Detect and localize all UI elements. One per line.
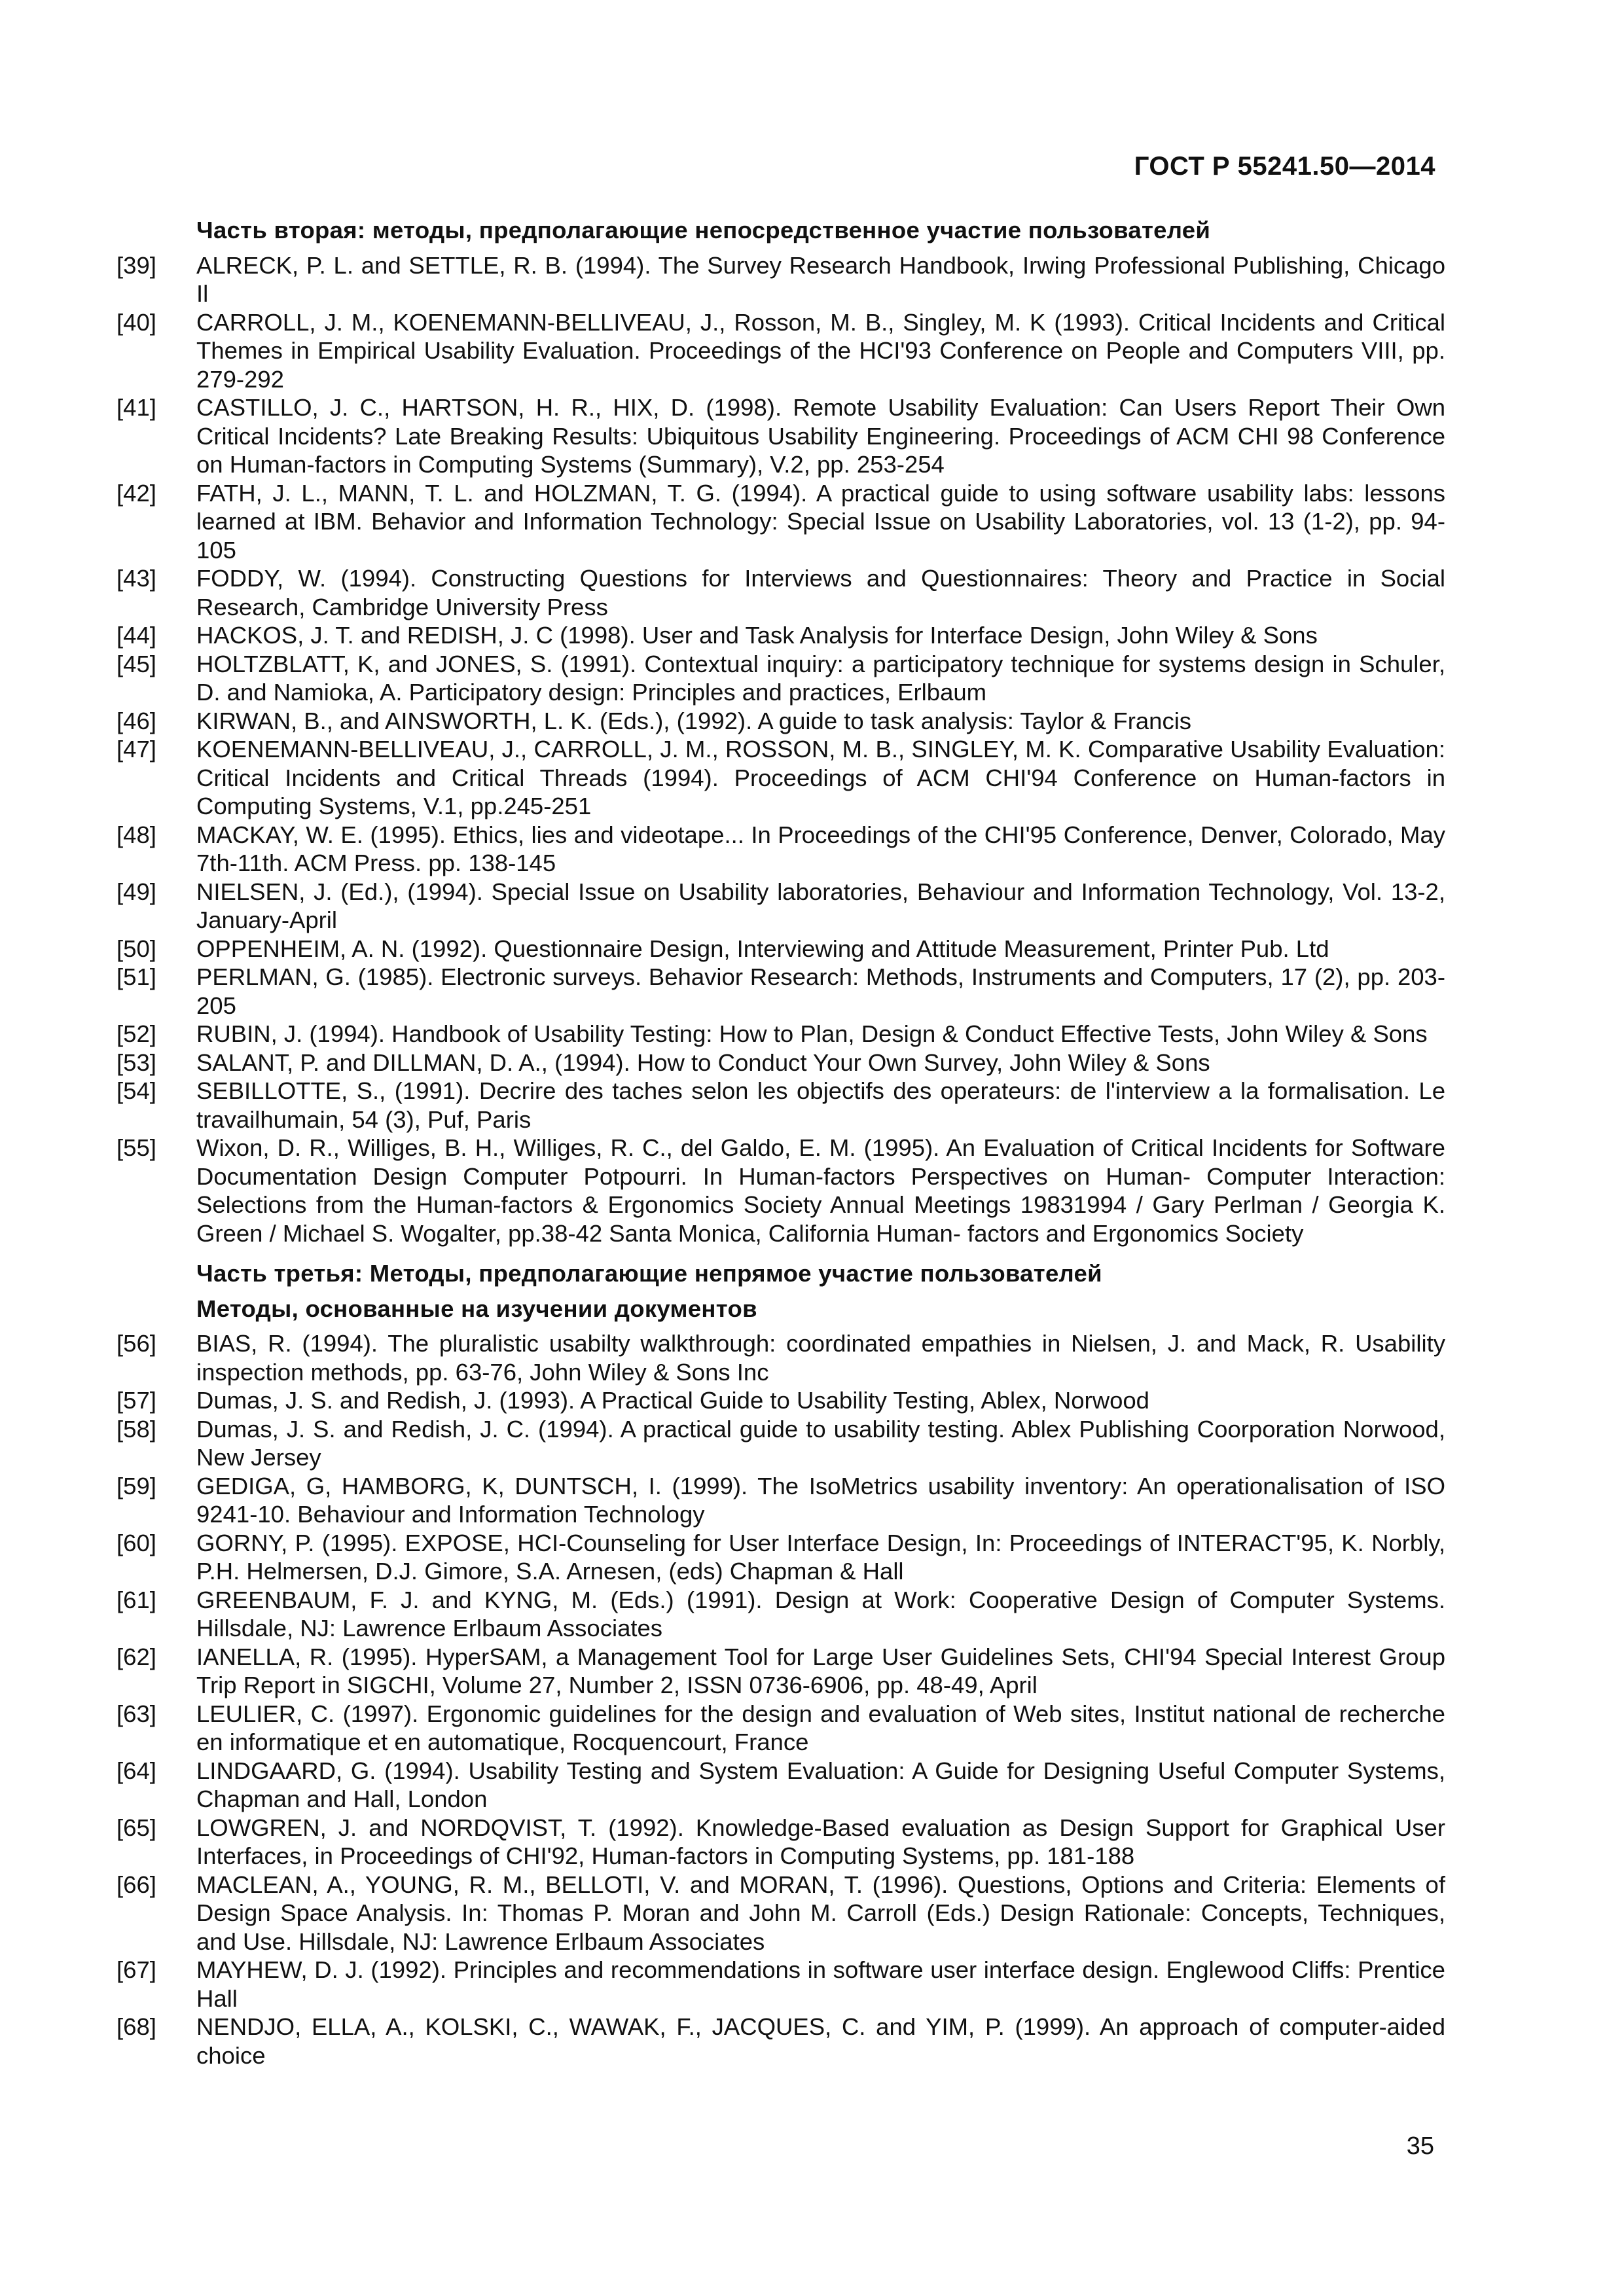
reference-item (117, 1871, 1445, 1956)
reference-number: [57] (117, 1387, 156, 1414)
reference-number: [51] (117, 963, 156, 990)
reference-number: [67] (117, 1956, 156, 1983)
reference-number: [46] (117, 707, 156, 734)
reference-text: MACLEAN, A., YOUNG, R. M., BELLOTI, V. and MORAN, T. (1996). Questions, Options and Criteria: Elements of Design Space Analysis. In: Thomas P. Moran and John M. Carroll (Eds.) Design Rationale: Concepts, Techniques, and Use. Hillsdale, NJ: Lawrence Erlbaum Associates (196, 1871, 1445, 1955)
reference-text: OPPENHEIM, A. N. (1992). Questionnaire Design, Interviewing and Attitude Measurement, Printer Pub. Ltd (196, 935, 1329, 962)
reference-item (117, 2013, 1445, 2070)
reference-text: SEBILLOTTE, S., (1991). Decrire des taches selon les objectifs des operateurs: de l'interview a la formalisation. Le travailhumain, 54 (3), Puf, Paris (196, 1077, 1445, 1133)
reference-item (117, 650, 1445, 707)
reference-text: LEULIER, C. (1997). Ergonomic guidelines for the design and evaluation of Web sites, Institut national de recherche en informatique et en automatique, Rocquencourt, France (196, 1700, 1445, 1755)
reference-item (117, 1529, 1445, 1586)
reference-number: [61] (117, 1586, 156, 1613)
page-number: 35 (1406, 2132, 1434, 2160)
reference-item (117, 479, 1445, 565)
reference-text: LINDGAARD, G. (1994). Usability Testing and System Evaluation: A Guide for Designing Useful Computer Systems, Chapman and Hall, London (196, 1757, 1445, 1812)
reference-number: [68] (117, 2013, 156, 2040)
reference-text: RUBIN, J. (1994). Handbook of Usability Testing: How to Plan, Design & Conduct Effective Tests, John Wiley & Sons (196, 1020, 1428, 1047)
reference-number: [44] (117, 622, 156, 649)
reference-number: [56] (117, 1330, 156, 1357)
reference-text: IANELLA, R. (1995). HyperSAM, a Management Tool for Large User Guidelines Sets, CHI'94 Special Interest Group Trip Report in SIGCHI, Volume 27, Number 2, ISSN 0736-6906, pp. 48-49, April (196, 1643, 1445, 1698)
reference-text: FATH, J. L., MANN, T. L. and HOLZMAN, T. G. (1994). A practical guide to using software usability labs: lessons learned at IBM. Behavior and Information Technology: Special Issue on Usability Laboratories, vol. 13 (1-2), pp. 94-105 (196, 479, 1445, 564)
reference-item (117, 564, 1445, 621)
reference-text: MACKAY, W. E. (1995). Ethics, lies and videotape... In Proceedings of the CHI'95 Conference, Denver, Colorado, May 7th-11th. ACM Press. pp. 138-145 (196, 821, 1445, 876)
reference-text: Wixon, D. R., Williges, B. H., Williges, R. C., del Galdo, E. M. (1995). An Evaluation of Critical Incidents for Software Documentation Design Computer Potpourri. In Human-factors Perspectives on Human- Computer Interaction: Selections from the Human-factors & Ergonomics Society Annual Meetings 19831994 / Gary Perlman / Georgia K. Green / Michael S. Wogalter, pp.38-42 Santa Monica, California Human- factors and Ergonomics Society (196, 1134, 1445, 1247)
reference-item (117, 1415, 1445, 1472)
reference-text: MAYHEW, D. J. (1992). Principles and recommendations in software user interface design. Englewood Cliffs: Prentice Hall (196, 1956, 1445, 2012)
reference-text: HACKOS, J. T. and REDISH, J. C (1998). User and Task Analysis for Interface Design, John Wiley & Sons (196, 622, 1318, 649)
page-header-code: ГОСТ Р 55241.50—2014 (1134, 152, 1435, 181)
reference-item (117, 1643, 1445, 1700)
reference-text: ALRECK, P. L. and SETTLE, R. B. (1994). The Survey Research Handbook, Irwing Professional Publishing, Chicago Il (196, 251, 1445, 307)
reference-text: Dumas, J. S. and Redish, J. (1993). A Practical Guide to Usability Testing, Ablex, Norwood (196, 1387, 1149, 1414)
reference-text: LOWGREN, J. and NORDQVIST, T. (1992). Knowledge-Based evaluation as Design Support for Graphical User Interfaces, in Proceedings of CHI'92, Human-factors in Computing Systems, pp. 181-188 (196, 1814, 1445, 1869)
reference-text: SALANT, P. and DILLMAN, D. A., (1994). How to Conduct Your Own Survey, John Wiley & Sons (196, 1049, 1210, 1076)
reference-number: [54] (117, 1077, 156, 1104)
reference-text: CARROLL, J. M., KOENEMANN-BELLIVEAU, J., Rosson, M. B., Singley, M. K (1993). Critical Incidents and Critical Themes in Empirical Usability Evaluation. Proceedings of the HCI'93 Conference on People and Computers VIII, pp. 279-292 (196, 308, 1445, 393)
reference-item (117, 1077, 1445, 1134)
reference-text: NENDJO, ELLA, A., KOLSKI, C., WAWAK, F., JACQUES, C. and YIM, P. (1999). An approach of computer-aided choice (196, 2013, 1445, 2069)
reference-item (117, 308, 1445, 394)
reference-number: [45] (117, 650, 156, 677)
reference-item (117, 735, 1445, 821)
reference-item (117, 1386, 1445, 1415)
reference-text: GEDIGA, G, HAMBORG, K, DUNTSCH, I. (1999). The IsoMetrics usability inventory: An operationalisation of ISO 9241-10. Behaviour and Information Technology (196, 1472, 1445, 1528)
reference-text: NIELSEN, J. (Ed.), (1994). Special Issue on Usability laboratories, Behaviour and Information Technology, Vol. 13-2, January-April (196, 878, 1445, 933)
reference-list-part-two (117, 251, 1445, 1248)
reference-item (117, 1956, 1445, 2013)
reference-number: [60] (117, 1529, 156, 1556)
reference-number: [66] (117, 1871, 156, 1898)
reference-number: [53] (117, 1049, 156, 1076)
reference-item (117, 1814, 1445, 1871)
reference-number: [42] (117, 479, 156, 507)
reference-item (117, 1472, 1445, 1529)
reference-number: [48] (117, 821, 156, 848)
reference-number: [64] (117, 1757, 156, 1784)
reference-number: [58] (117, 1415, 156, 1443)
reference-number: [52] (117, 1020, 156, 1047)
reference-item (117, 1586, 1445, 1643)
reference-text: BIAS, R. (1994). The pluralistic usabilty walkthrough: coordinated empathies in Nielsen, J. and Mack, R. Usability inspection methods, pp. 63-76, John Wiley & Sons Inc (196, 1330, 1445, 1386)
references-content (117, 216, 1445, 2070)
reference-number: [55] (117, 1134, 156, 1161)
reference-item (117, 1329, 1445, 1386)
reference-number: [40] (117, 308, 156, 336)
reference-text: CASTILLO, J. C., HARTSON, H. R., HIX, D. (1998). Remote Usability Evaluation: Can Users Report Their Own Critical Incidents? Late Breaking Results: Ubiquitous Usability Engineering. Proceedings of ACM CHI 98 Conference on Human-factors in Computing Systems (Summary), V.2, pp. 253-254 (196, 394, 1445, 478)
reference-item (117, 821, 1445, 878)
reference-item (117, 935, 1445, 963)
reference-text: KOENEMANN-BELLIVEAU, J., CARROLL, J. M., ROSSON, M. B., SINGLEY, M. K. Comparative Usability Evaluation: Critical Incidents and Critical Threads (1994). Proceedings of ACM CHI'94 Conference on Human-factors in Computing Systems, V.1, pp.245-251 (196, 736, 1445, 819)
reference-number: [50] (117, 935, 156, 962)
reference-item (117, 878, 1445, 935)
reference-number: [65] (117, 1814, 156, 1841)
reference-item (117, 251, 1445, 308)
reference-text: GORNY, P. (1995). EXPOSE, HCI-Counseling for User Interface Design, In: Proceedings of INTERACT'95, K. Norbly, P.H. Helmersen, D.J. Gimore, S.A. Arnesen, (eds) Chapman & Hall (196, 1529, 1445, 1585)
reference-item (117, 1757, 1445, 1814)
section-title-part-three: Часть третья: Методы, предполагающие непрямое участие пользователей (196, 1260, 1102, 1287)
section-subtitle-documents: Методы, основанные на изучении документов (196, 1295, 757, 1322)
reference-item (117, 707, 1445, 736)
reference-item (117, 1049, 1445, 1077)
reference-item (117, 963, 1445, 1020)
reference-number: [62] (117, 1643, 156, 1670)
reference-number: [43] (117, 565, 156, 592)
reference-text: GREENBAUM, F. J. and KYNG, M. (Eds.) (1991). Design at Work: Cooperative Design of Computer Systems. Hillsdale, NJ: Lawrence Erlbaum Associates (196, 1586, 1445, 1641)
reference-list-part-three (117, 1329, 1445, 2070)
reference-text: Dumas, J. S. and Redish, J. C. (1994). A practical guide to usability testing. Ablex Publishing Coorporation Norwood, New Jersey (196, 1415, 1445, 1471)
reference-number: [49] (117, 878, 156, 905)
reference-number: [47] (117, 736, 156, 762)
reference-text: KIRWAN, B., and AINSWORTH, L. K. (Eds.), (1992). A guide to task analysis: Taylor & Francis (196, 707, 1192, 734)
reference-number: [63] (117, 1700, 156, 1727)
reference-item (117, 1700, 1445, 1757)
reference-number: [41] (117, 394, 156, 421)
section-title-part-two: Часть вторая: методы, предполагающие непосредственное участие пользователей (196, 217, 1211, 243)
reference-number: [59] (117, 1472, 156, 1499)
reference-item (117, 393, 1445, 479)
reference-number: [39] (117, 251, 156, 279)
reference-text: FODDY, W. (1994). Constructing Questions for Interviews and Questionnaires: Theory and Practice in Social Research, Cambridge University Press (196, 565, 1445, 620)
reference-item (117, 1134, 1445, 1247)
reference-text: PERLMAN, G. (1985). Electronic surveys. Behavior Research: Methods, Instruments and Computers, 17 (2), pp. 203-205 (196, 963, 1445, 1019)
reference-text: HOLTZBLATT, K, and JONES, S. (1991). Contextual inquiry: a participatory technique for systems design in Schuler, D. and Namioka, A. Participatory design: Principles and practices, Erlbaum (196, 650, 1445, 706)
reference-item (117, 621, 1445, 650)
reference-item (117, 1020, 1445, 1049)
